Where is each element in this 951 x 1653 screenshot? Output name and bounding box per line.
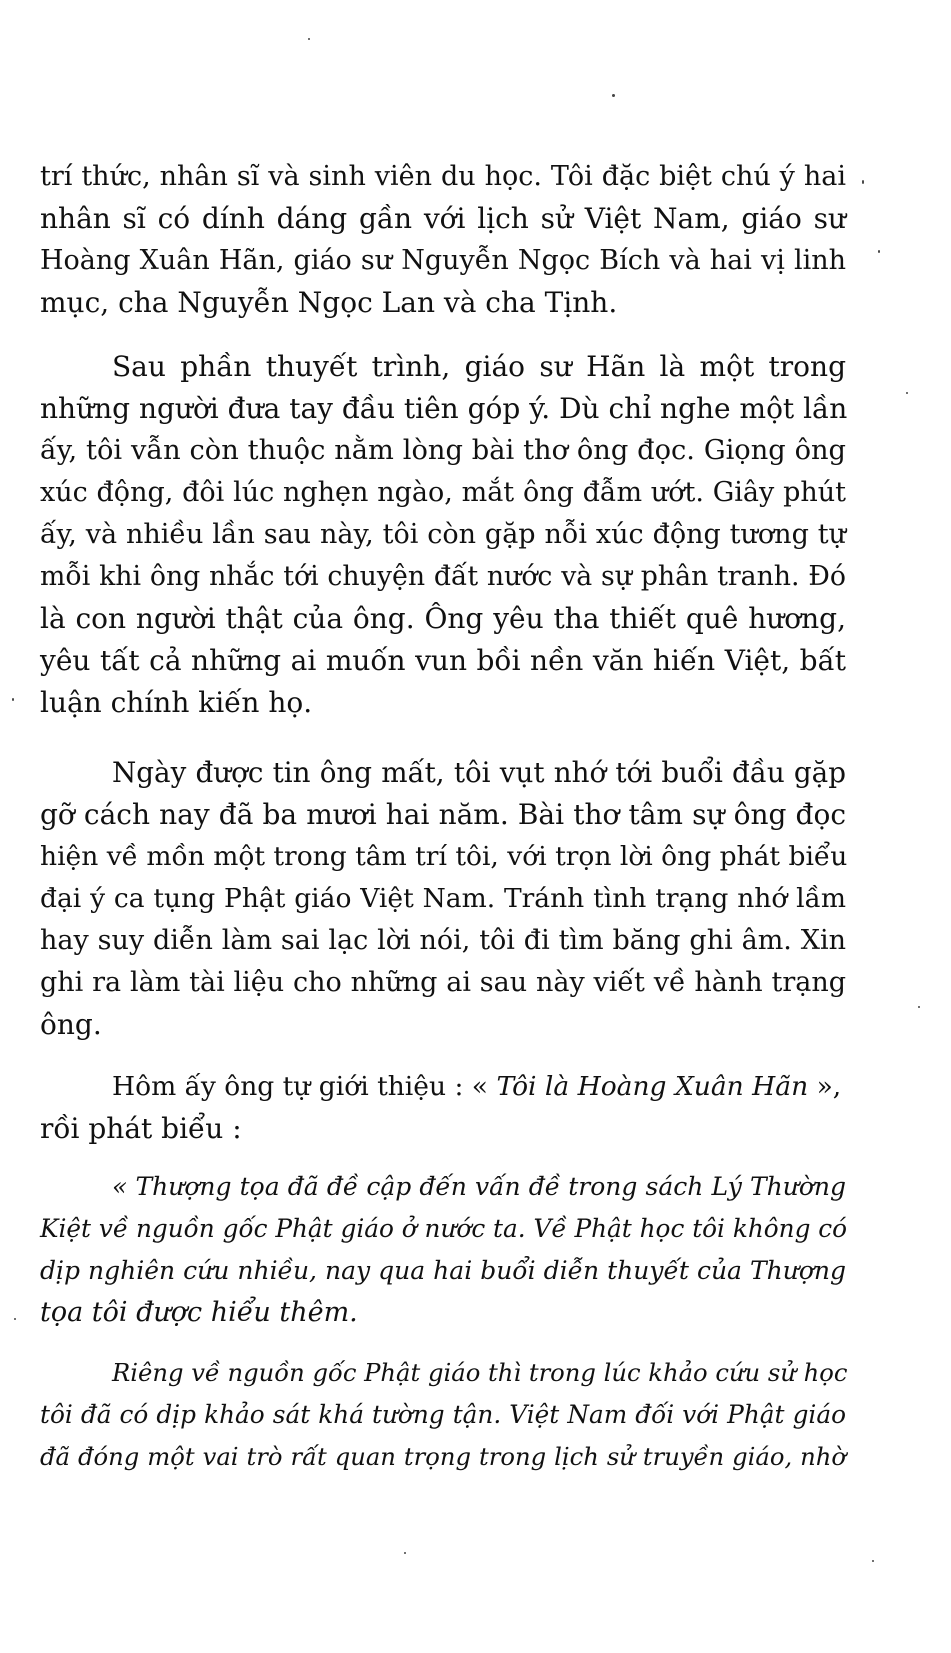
closing-text: »,: [808, 1071, 842, 1102]
paragraph-1: [40, 160, 846, 330]
text-line: Hoàng Xuân Hãn, giáo sư Nguyễn Ngọc Bích và hai vị linh: [40, 245, 846, 276]
text-line: [112, 1070, 841, 1104]
scan-speck: [308, 38, 310, 40]
text-line: những người đưa tay đầu tiên góp ý. Dù chỉ nghe một lần: [40, 392, 848, 425]
scan-speck: [612, 94, 615, 97]
text-line: mục, cha Nguyễn Ngọc Lan và cha Tịnh.: [40, 286, 618, 319]
text-line: xúc động, đôi lúc nghẹn ngào, mắt ông đẫm ướt. Giây phút: [40, 477, 846, 508]
text-line: Kiệt về nguồn gốc Phật giáo ở nước ta. Về Phật học tôi không có: [40, 1214, 848, 1243]
quote-paragraph-2: [40, 1356, 846, 1486]
text-line: hay suy diễn làm sai lạc lời nói, tôi đi tìm băng ghi âm. Xin: [40, 925, 846, 956]
text-line: trí thức, nhân sĩ và sinh viên du học. Tôi đặc biệt chú ý hai: [40, 161, 846, 192]
text-line: Riêng về nguồn gốc Phật giáo thì trong lúc khảo cứu sử học: [112, 1358, 848, 1387]
paragraph-4: [40, 1070, 846, 1160]
text-line: yêu tất cả những ai muốn vun bồi nền văn hiến Việt, bất: [40, 644, 846, 677]
text-line: ghi ra làm tài liệu cho những ai sau này viết về hành trạng: [40, 967, 846, 998]
scan-speck: [14, 1318, 16, 1320]
paragraph-3: [40, 756, 846, 1056]
text-line: hiện về mồn một trong tâm trí tôi, với trọn lời ông phát biểu: [40, 841, 848, 872]
text-line: luận chính kiến họ.: [40, 686, 313, 719]
scan-speck: [918, 1006, 920, 1008]
text-line: đại ý ca tụng Phật giáo Việt Nam. Tránh tình trạng nhớ lầm: [40, 883, 846, 914]
text-line: Sau phần thuyết trình, giáo sư Hãn là một trong: [112, 350, 846, 383]
text-line: Ngày được tin ông mất, tôi vụt nhớ tới buổi đầu gặp: [112, 756, 846, 789]
scan-speck: [404, 1552, 406, 1554]
text-line: dịp nghiên cứu nhiều, nay qua hai buổi diễn thuyết của Thượng: [40, 1256, 846, 1285]
text-line: tôi đã có dịp khảo sát khá tường tận. Việt Nam đối với Phật giáo: [40, 1400, 846, 1429]
text-line: mỗi khi ông nhắc tới chuyện đất nước và sự phân tranh. Đó: [40, 561, 846, 592]
text-line: ông.: [40, 1008, 102, 1041]
text-line: gỡ cách nay đã ba mươi hai năm. Bài thơ tâm sự ông đọc: [40, 798, 846, 831]
text-line: ấy, và nhiều lần sau này, tôi còn gặp nỗi xúc động tương tự: [40, 519, 846, 550]
text-line: ấy, tôi vẫn còn thuộc nằm lòng bài thơ ông đọc. Giọng ông: [40, 435, 846, 466]
text-line: nhân sĩ có dính dáng gần với lịch sử Việt Nam, giáo sư: [40, 202, 846, 235]
scan-speck: [906, 392, 908, 394]
text-line: đã đóng một vai trò rất quan trọng trong lịch sử truyền giáo, nhờ: [40, 1442, 846, 1471]
scan-speck: [12, 698, 14, 701]
scan-speck: [862, 180, 864, 184]
paragraph-2: [40, 350, 846, 730]
intro-text: Hôm ấy ông tự giới thiệu : «: [112, 1071, 497, 1102]
text-line: tọa tôi được hiểu thêm.: [40, 1297, 358, 1328]
quoted-name: Tôi là Hoàng Xuân Hãn: [496, 1071, 809, 1102]
quote-paragraph-1: [40, 1170, 846, 1340]
scan-speck: [878, 250, 880, 253]
scan-speck: [872, 1560, 874, 1562]
text-line: rồi phát biểu :: [40, 1112, 242, 1145]
text-line: là con người thật của ông. Ông yêu tha thiết quê hương,: [40, 602, 846, 635]
text-line: « Thượng tọa đã đề cập đến vấn đề trong sách Lý Thường: [112, 1172, 846, 1201]
